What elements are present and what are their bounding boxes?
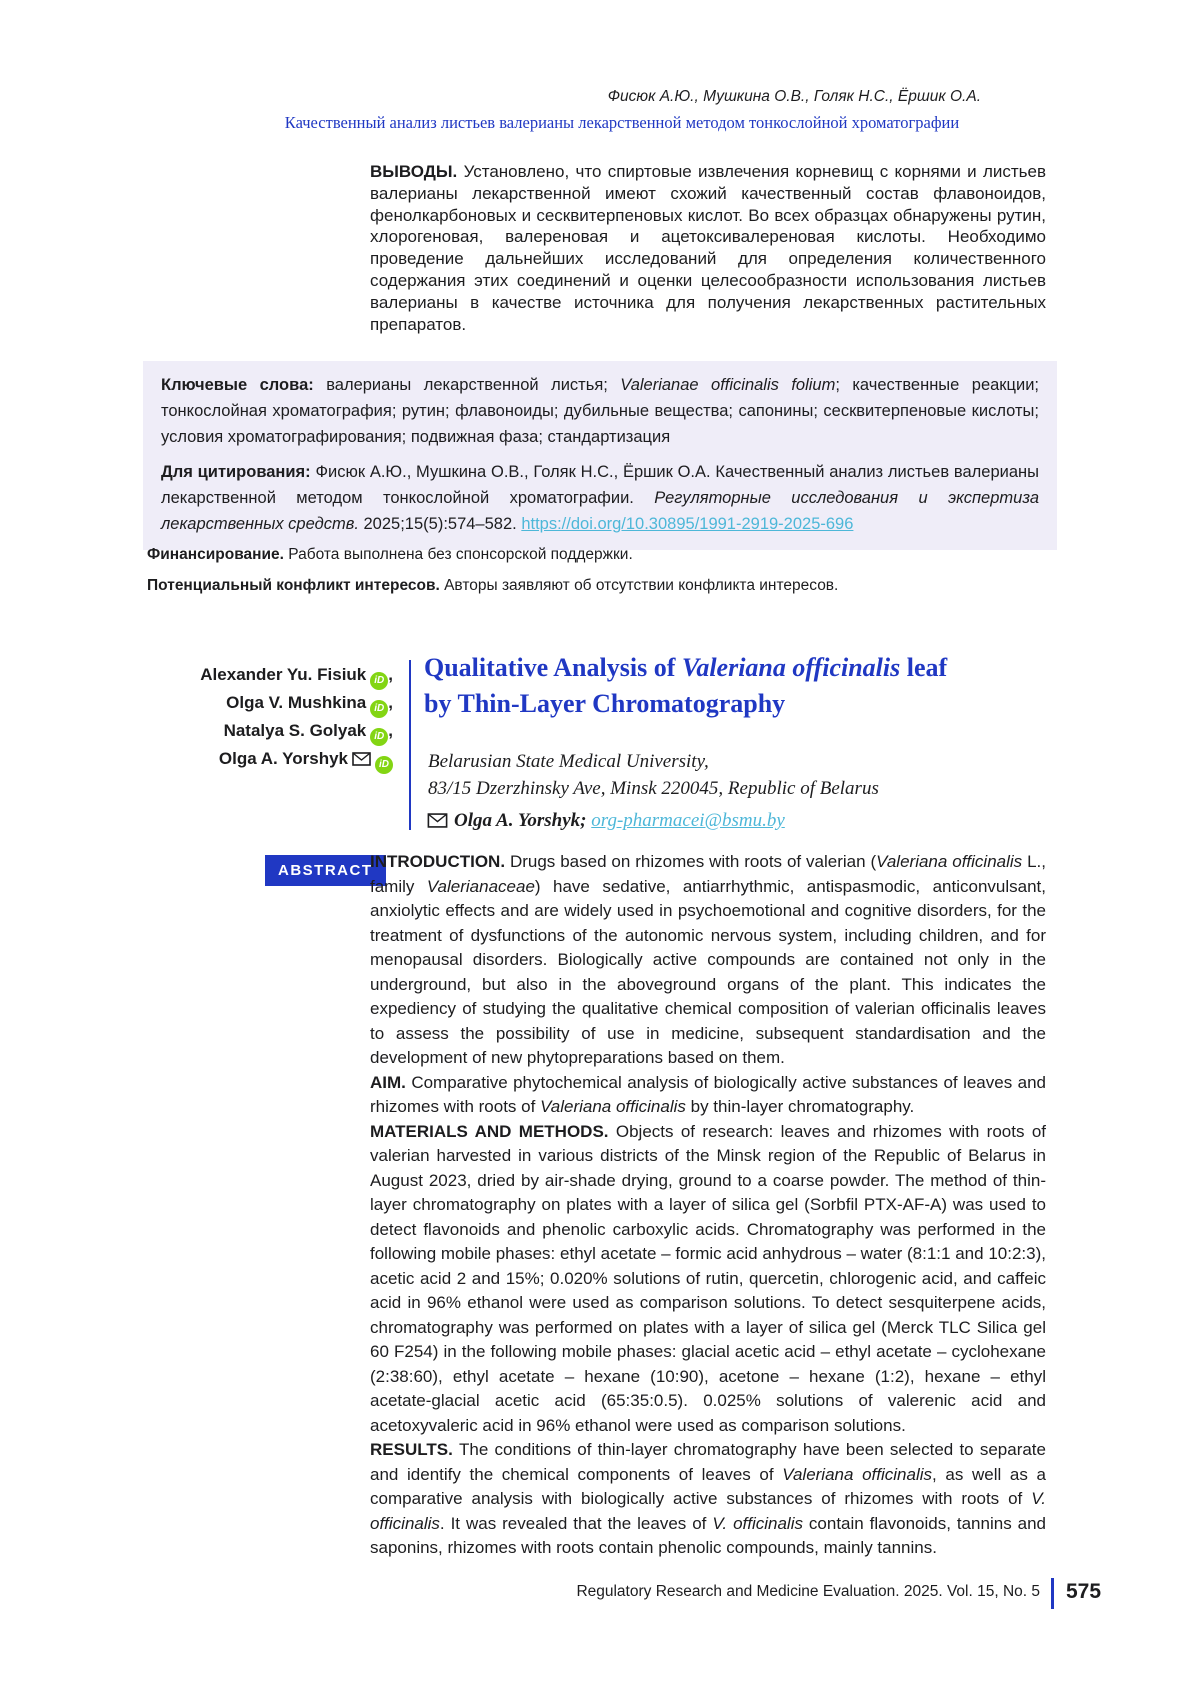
author-name: Olga V. Mushkina	[226, 693, 367, 712]
affiliation-line-2: 83/15 Dzerzhinsky Ave, Minsk 220045, Republic of Belarus	[428, 778, 879, 799]
abstract-body	[370, 850, 1046, 1561]
orcid-icon[interactable]: iD	[370, 728, 388, 746]
envelope-icon	[427, 810, 454, 831]
footer-divider	[1051, 1578, 1054, 1609]
envelope-icon	[352, 749, 371, 768]
authors-byline	[113, 662, 393, 774]
article-title: Qualitative Analysis of Valeriana officinalis leaf by Thin-Layer Chromatography	[424, 653, 948, 718]
keywords-citation-box	[143, 361, 1057, 550]
footer-journal-info: Regulatory Research and Medicine Evaluation. 2025. Vol. 15, No. 5	[576, 1583, 1040, 1600]
author-name: Natalya S. Golyak	[223, 721, 367, 740]
running-head	[143, 88, 1057, 133]
running-head-authors: Фисюк А.Ю., Мушкина О.В., Голяк Н.С., Ёршик О.А.	[607, 88, 981, 105]
abstract-paragraph: AIM. Comparative phytochemical analysis of biologically active substances of leaves and rhizomes with roots of Valeriana officinalis by thin-layer chromatography.	[370, 1072, 1046, 1116]
email-link[interactable]: org-pharmacei@bsmu.by	[591, 810, 785, 831]
abstract-paragraph: MATERIALS AND METHODS. Objects of research: leaves and rhizomes with roots of valerian harvested in various districts of the Minsk region of the Republic of Belarus in August 2023, dried by air-shade drying, ground to a coarse powder. The method of thin-layer chromatography on plates with a layer of silica gel (Sorbfil PTX-AF-A) was used to detect flavonoids and phenolic carboxylic acids. Chromatography was performed in the following mobile phases: ethyl acetate – formic acid anhydrous – water (8:1:1 and 10:2:3), acetic acid 2 and 15%; 0.020% solutions of rutin, quercetin, chlorogenic acid, and caffeic acid in 96% ethanol were used as comparison solutions. To detect sesquiterpene acids, chromatography was performed on plates with a layer of silica gel (Merck TLC Silica gel 60 F254) in the following mobile phases: glacial acetic acid – ethyl acetate – cyclohexane (2:38:60), ethyl acetate – hexane (10:90), acetone – hexane (1:2), hexane – ethyl acetate-glacial acetic acid (65:35:0.5). 0.025% solutions of valerenic acid and acetoxyvaleric acid in 96% ethanol were used as comparison solutions.	[370, 1121, 1046, 1435]
author-separator: ,	[388, 665, 393, 684]
abstract-paragraph: INTRODUCTION. Drugs based on rhizomes with roots of valerian (Valeriana officinalis L., family Valerianaceae) have sedative, antiarrhythmic, antispasmodic, anticonvulsant, anxiolytic effects and are widely used in psychoemotional and cognitive disorders, for the treatment of dysfunctions of the autonomic nervous system, including children, and for menopausal disorders. Biologically active compounds are contained not only in the underground, but also in the aboveground organs of the plant. This indicates the expediency of studying the qualitative chemical composition of valerian officinalis leaves to assess the possibility of use in medicine, subsequent standardisation and the development of new phytopreparations based on them.	[370, 852, 1046, 1067]
orcid-icon[interactable]: iD	[370, 700, 388, 718]
title-divider	[409, 660, 411, 830]
author-row	[113, 746, 393, 774]
conclusions-ru-paragraph: ВЫВОДЫ. Установлено, что спиртовые извлечения корневищ с корнями и листьев валерианы лекарственной имеют схожий качественный состав флавоноидов, фенолкарбоновых и сесквитерпеновых кислот. Во всех образцах обнаружены рутин, хлорогеновая, валереновая и ацетоксивалереновая кислоты. Необходимо проведение дальнейших исследований для определения количественного содержания этих соединений и оценки целесообразности использования листьев валерианы в качестве источника для получения лекарственных растительных препаратов.	[370, 162, 1046, 334]
author-row	[113, 718, 393, 746]
author-row	[113, 662, 393, 690]
affiliation	[428, 748, 1048, 802]
author-name: Alexander Yu. Fisiuk	[200, 665, 367, 684]
abstract-paragraph: RESULTS. The conditions of thin-layer chromatography have been selected to separate and identify the chemical components of leaves of Valeriana officinalis, as well as a comparative analysis with biologically active substances of rhizomes with roots of V. officinalis. It was revealed that the leaves of V. officinalis contain flavonoids, tannins and saponins, rhizomes with roots contain phenolic compounds, mainly tannins.	[370, 1440, 1046, 1557]
author-separator: ,	[388, 693, 393, 712]
doi-link[interactable]: https://doi.org/10.30895/1991-2919-2025-696	[521, 515, 854, 533]
abstract-label: ABSTRACT	[265, 855, 386, 886]
affiliation-line-1: Belarusian State Medical University,	[428, 751, 709, 772]
running-head-title: Качественный анализ листьев валерианы лекарственной методом тонкослойной хроматографии	[284, 113, 960, 132]
citation-paragraph: Для цитирования: Фисюк А.Ю., Мушкина О.В., Голяк Н.С., Ёршик О.А. Качественный анализ листьев валерианы лекарственной методом тонкослойной хроматографии. Регуляторные исследования и экспертиза лекарственных средств. 2025;15(5):574–582. https://doi.org/10.30895/1991-2919-2025-696	[161, 463, 1039, 533]
page-number: 575	[1066, 1580, 1102, 1603]
author-row	[113, 690, 393, 718]
funding-note: Финансирование. Работа выполнена без спонсорской поддержки.	[147, 546, 633, 563]
corresponding-author-text: Olga A. Yorshyk; org-pharmacei@bsmu.by	[454, 810, 785, 831]
conflict-of-interest-note: Потенциальный конфликт интересов. Авторы заявляют об отсутствии конфликта интересов.	[147, 577, 839, 594]
author-separator: ,	[388, 721, 393, 740]
corresponding-author	[427, 810, 1047, 832]
orcid-icon[interactable]: iD	[375, 756, 393, 774]
orcid-icon[interactable]: iD	[370, 672, 388, 690]
keywords-paragraph: Ключевые слова: валерианы лекарственной листья; Valerianae officinalis folium; качественные реакции; тонкослойная хроматография; рутин; флавоноиды; дубильные вещества; сапонины; сесквитерпеновые кислоты; условия хроматографирования; подвижная фаза; стандартизация	[161, 376, 1039, 446]
author-name: Olga A. Yorshyk	[218, 749, 348, 768]
